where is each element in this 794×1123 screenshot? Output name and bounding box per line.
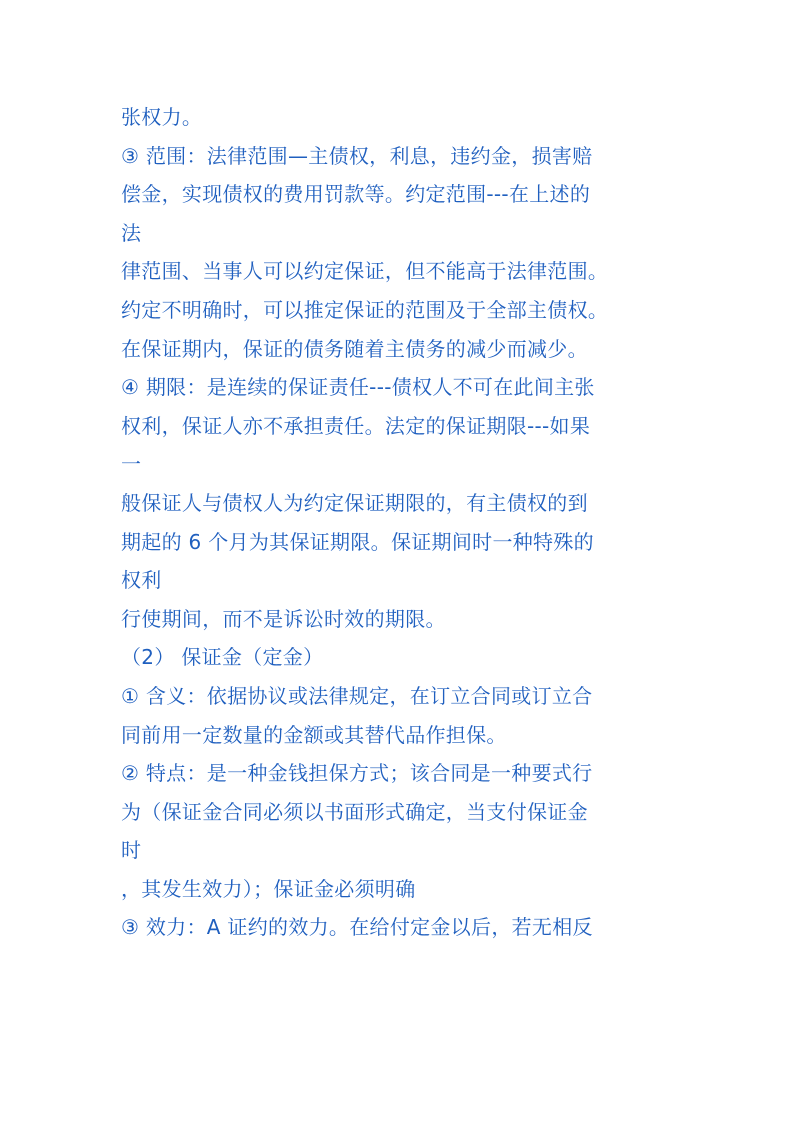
text-line: 为（保证金合同必须以书面形式确定，当支付保证金 <box>121 799 588 824</box>
text-line: 权利 <box>121 568 162 593</box>
text-line: ② 特点：是一种金钱担保方式；该合同是一种要式行 <box>121 761 593 786</box>
text-line: ④ 期限：是连续的保证责任---债权人不可在此间主张 <box>121 375 595 400</box>
text-line: 一 <box>121 452 142 477</box>
text-line: 律范围、当事人可以约定保证，但不能高于法律范围。 <box>121 259 609 284</box>
body-text <box>121 98 681 947</box>
text-line: 约定不明确时，可以推定保证的范围及于全部主债权。 <box>121 297 609 322</box>
text-line: 时 <box>121 838 142 863</box>
text-line: （2） 保证金（定金） <box>121 645 324 670</box>
text-line: 张权力。 <box>121 105 203 129</box>
text-line: 偿金，实现债权的费用罚款等。约定范围---在上述的 <box>121 182 591 207</box>
text-line: 行使期间，而不是诉讼时效的期限。 <box>121 606 446 631</box>
text-line: 法 <box>121 220 142 245</box>
text-line: ，其发生效力）；保证金必须明确 <box>121 876 416 901</box>
text-line: 在保证期内，保证的债务随着主债务的减少而减少。 <box>121 336 588 361</box>
text-line: 般保证人与债权人为约定保证期限的，有主债权的到 <box>121 490 588 515</box>
text-line: 期起的 6 个月为其保证期限。保证期间时一种特殊的 <box>121 529 594 554</box>
text-line: ① 含义：依据协议或法律规定，在订立合同或订立合 <box>121 683 593 708</box>
text-line: ③ 范围：法律范围—主债权，利息，违约金，损害赔 <box>121 143 593 168</box>
text-line: 权利，保证人亦不承担责任。法定的保证期限---如果 <box>121 413 591 438</box>
text-line: 同前用一定数量的金额或其替代品作担保。 <box>121 722 507 747</box>
text-line: ③ 效力：A 证约的效力。在给付定金以后，若无相反 <box>121 915 593 940</box>
